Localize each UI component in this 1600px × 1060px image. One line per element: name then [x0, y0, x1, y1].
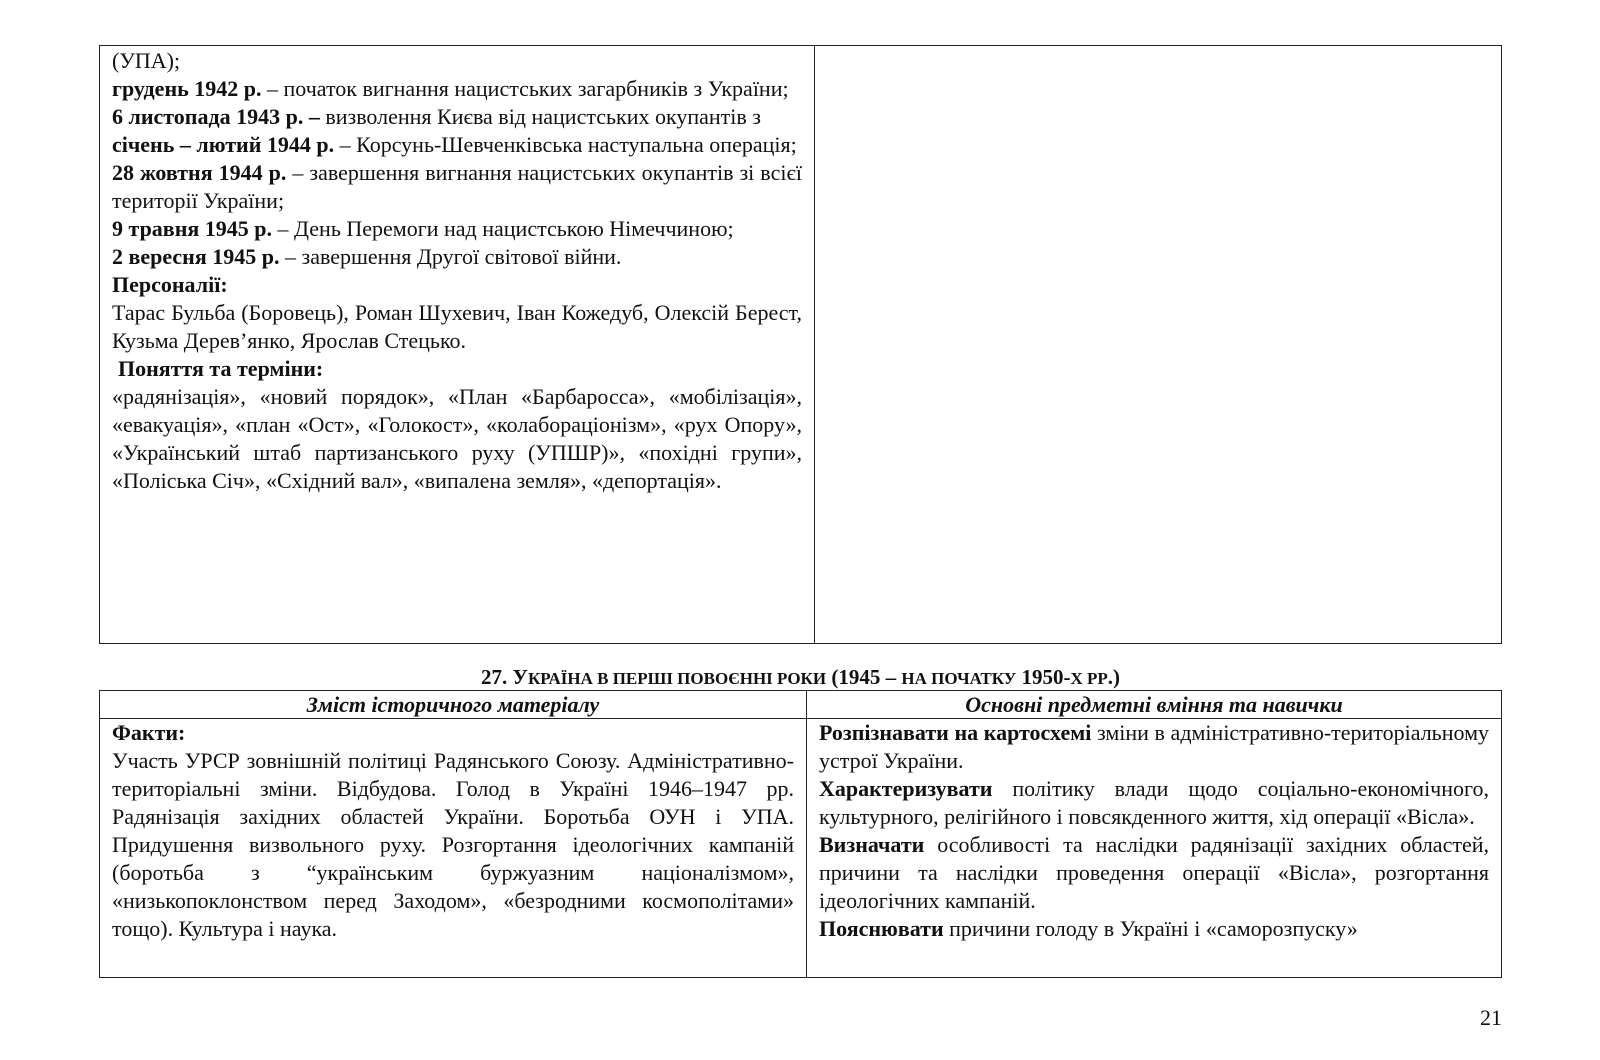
- content-skills-table: [99, 690, 1502, 978]
- chronology-line: 6 листопада 1943 р. – визволення Києва від нацистських окупантів з: [112, 104, 761, 129]
- chronology-line: 2 вересня 1945 р. – завершення Другої світової війни.: [112, 244, 622, 269]
- facts-cell: [100, 719, 807, 978]
- facts-text: Участь УРСР зовнішній політиці Радянського Союзу. Адміністративно-територіальні зміни. Відбудова. Голод в Україні 1946–1947 рр. Радянізація західних областей України. Боротьба ОУН і УПА. Придушення визвольного руху. Розгортання ідеологічних кампаній (боротьба з “українським буржуазним націоналізмом», «низькопоклонством перед Заходом», «безродними космополітами» тощо). Культура і наука.: [112, 748, 794, 941]
- skill-item: Розпізнавати на картосхемі зміни в адміністративно-територіальному устрої України.: [819, 720, 1489, 773]
- chronology-line: січень – лютий 1944 р. – Корсунь-Шевченківська наступальна операція;: [112, 132, 797, 157]
- skill-item: Визначати особливості та наслідки радянізації західних областей, причини та наслідки проведення операції «Вісла», розгортання ідеологічних кампаній.: [819, 832, 1489, 913]
- skill-item: Характеризувати політику влади щодо соціально-економічного, культурного, релігійного і повсякденного життя, хід операції «Вісла».: [819, 776, 1489, 829]
- empty-skills-cell: [815, 46, 1502, 644]
- chronology-line: 28 жовтня 1944 р. – завершення вигнання нацистських окупантів зі всієї території України;: [112, 160, 802, 213]
- terms-list: «радянізація», «новий порядок», «План «Барбаросса», «мобілізація», «евакуація», «план «Ост», «Голокост», «колабораціонізм», «рух Опору», «Український штаб партизанського руху (УПШР)», «похідні групи», «Поліська Січ», «Східний вал», «випалена земля», «депортація».: [112, 384, 802, 493]
- personalities-label: Персоналії:: [112, 272, 228, 297]
- terms-label: Поняття та терміни:: [118, 356, 324, 381]
- personalities-list: Тарас Бульба (Боровець), Роман Шухевич, Іван Кожедуб, Олексій Берест, Кузьма Дерев’янко, Ярослав Стецько.: [112, 300, 802, 353]
- column-header-skills: Основні предметні вміння та навички: [807, 691, 1502, 719]
- page-number: 21: [1480, 1005, 1502, 1030]
- skills-cell: [807, 719, 1502, 978]
- facts-label: Факти:: [112, 720, 186, 745]
- chronology-line: (УПА);: [112, 48, 181, 73]
- chronology-table: [99, 45, 1502, 644]
- column-header-content: Зміст історичного матеріалу: [100, 691, 807, 719]
- chronology-line: 9 травня 1945 р. – День Перемоги над нацистською Німеччиною;: [112, 216, 734, 241]
- chronology-cell: [100, 46, 815, 644]
- skill-item: Пояснювати причини голоду в Україні і «саморозпуску»: [819, 916, 1358, 941]
- chronology-line: грудень 1942 р. – початок вигнання нацистських загарбників з України;: [112, 76, 789, 101]
- section-title: 27. УКРАЇНА В ПЕРШІ ПОВОЄННІ РОКИ (1945 – НА ПОЧАТКУ 1950-Х РР.): [481, 665, 1120, 689]
